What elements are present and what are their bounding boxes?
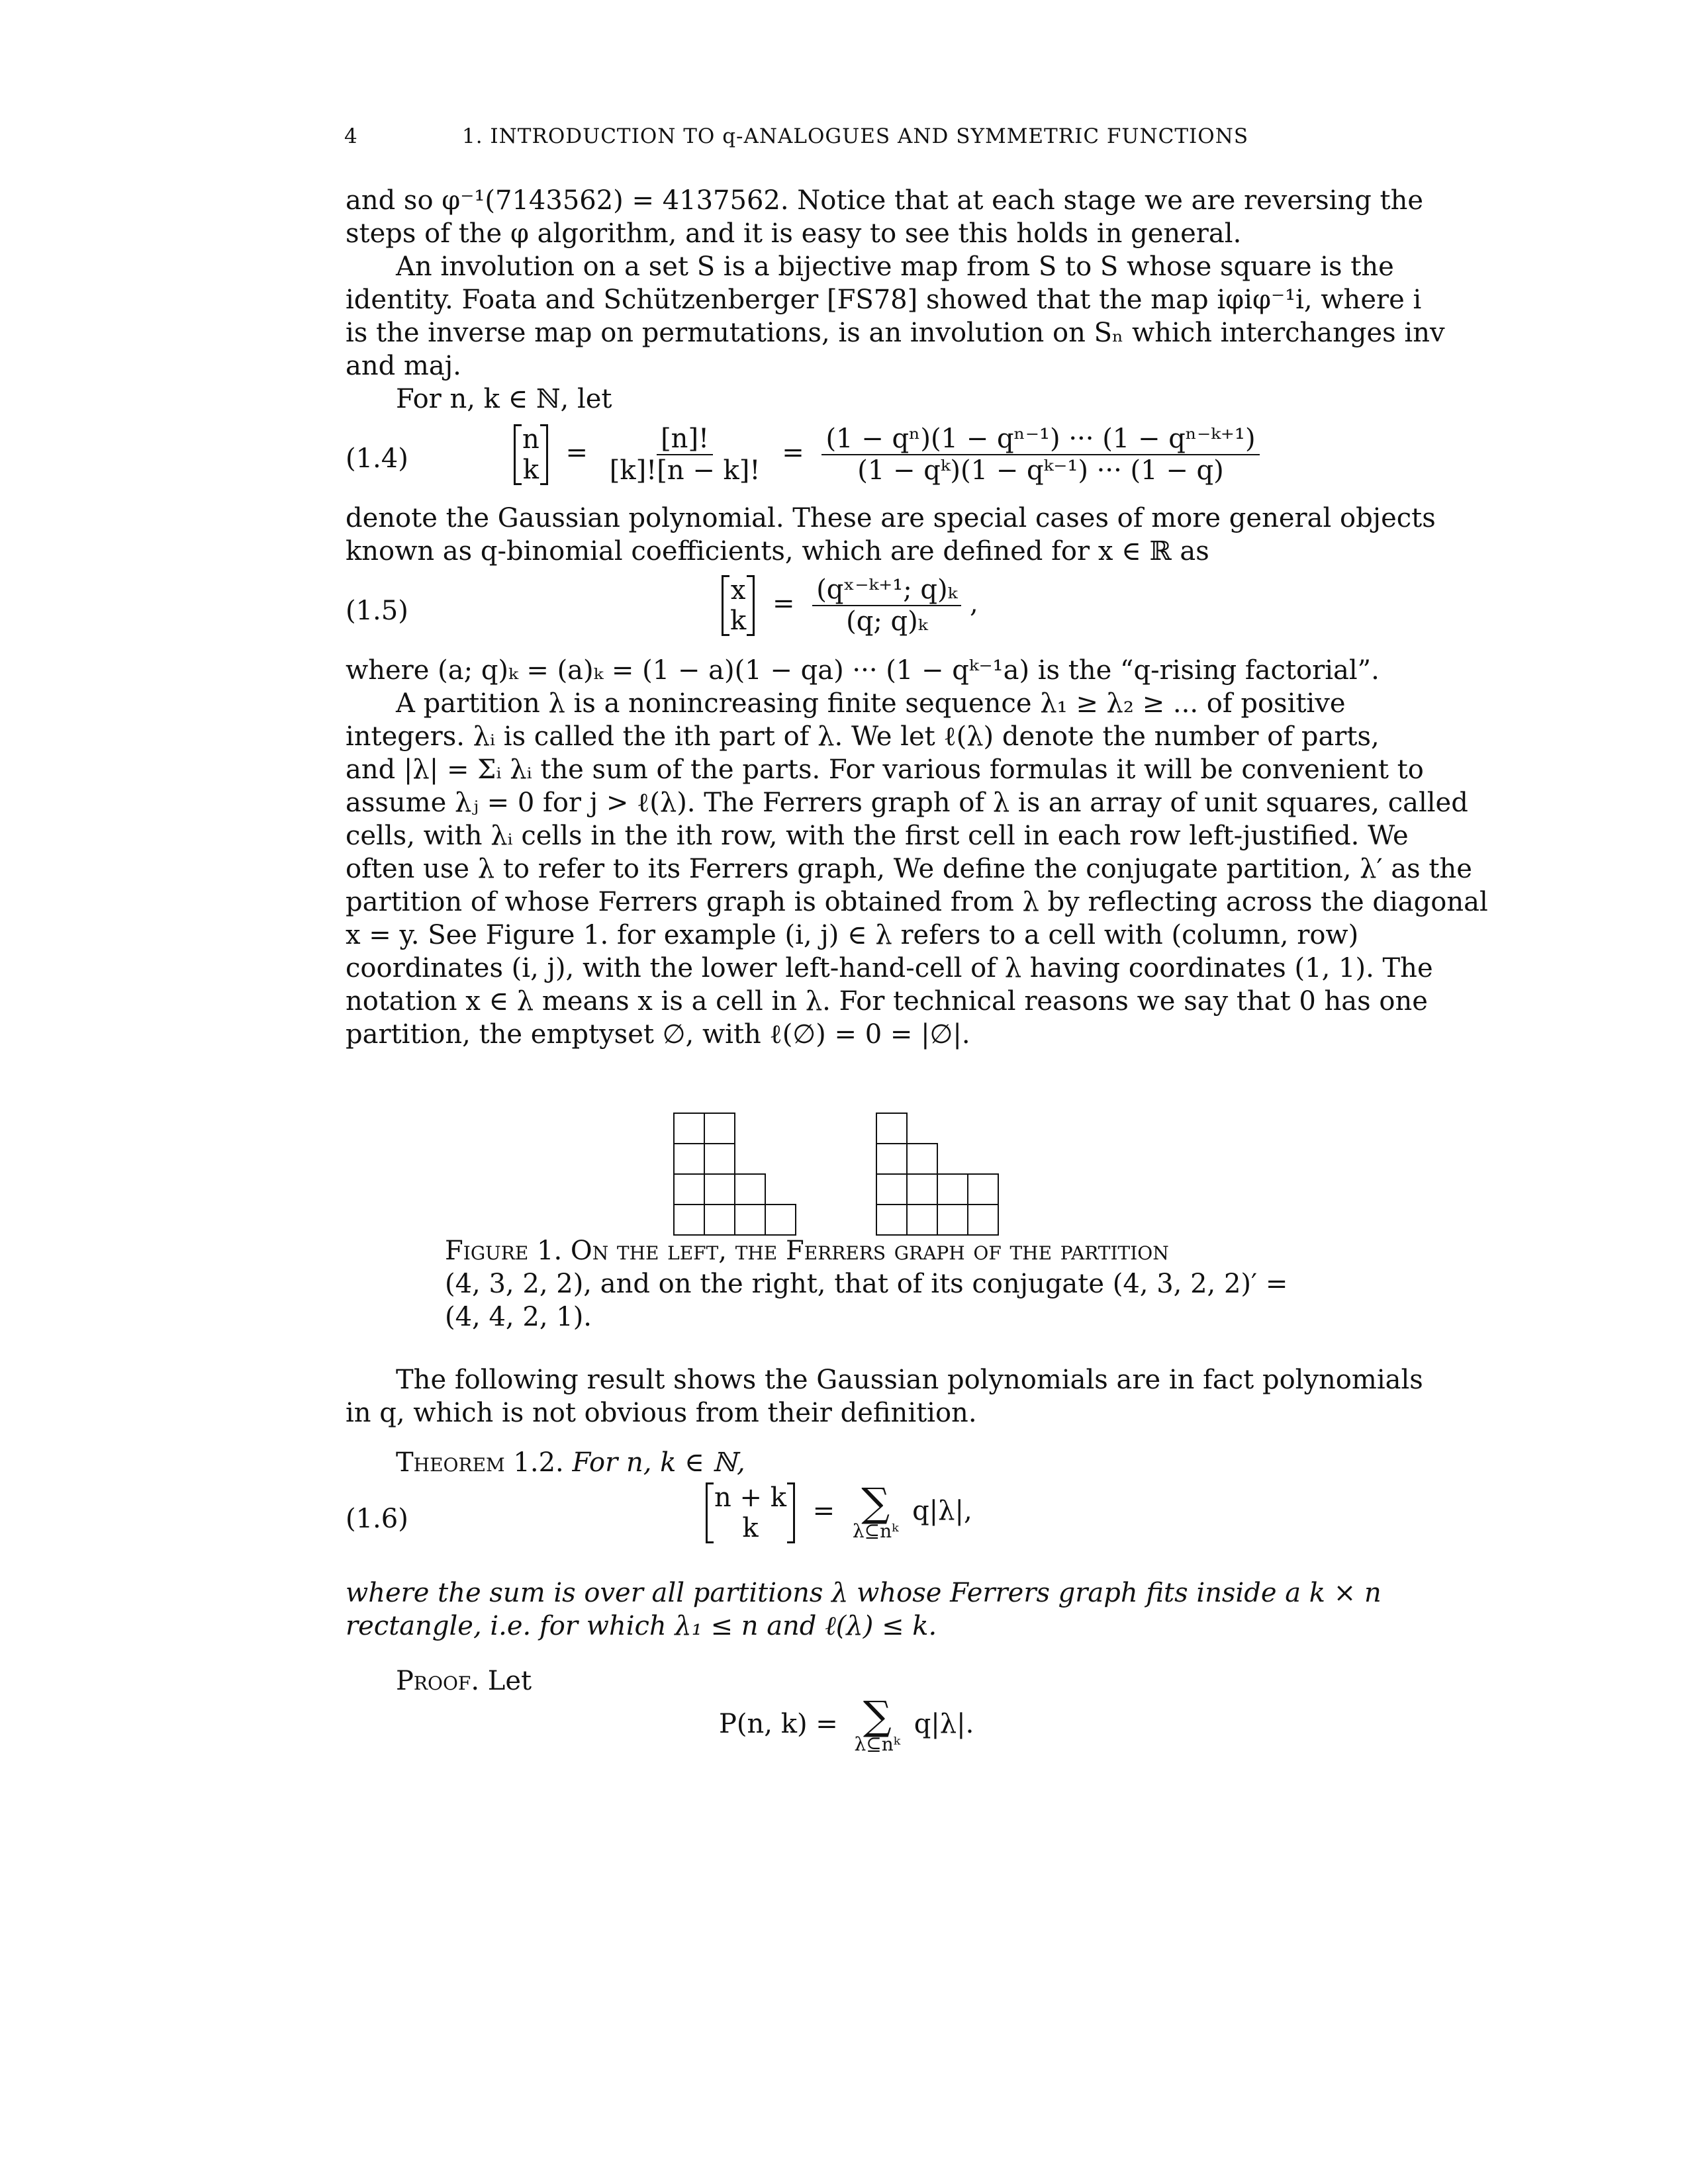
text-line: often use λ to refer to its Ferrers graph, We define the conjugate partition, λ′ as the xyxy=(346,854,1472,884)
ferrers-cell xyxy=(704,1174,735,1205)
bracket-top: x xyxy=(730,575,746,606)
equation-number: (1.5) xyxy=(346,596,408,626)
ferrers-cell xyxy=(704,1205,735,1235)
text-line: cells, with λᵢ cells in the ith row, with the first cell in each row left-justified. We xyxy=(346,821,1409,851)
sum-subscript: λ⊆nᵏ xyxy=(854,1733,900,1755)
figure-caption-text: Figure 1. On the left, the Ferrers graph of the partition xyxy=(445,1236,1169,1266)
figure-caption-line: (4, 3, 2, 2), and on the right, that of its conjugate (4, 3, 2, 2)′ = xyxy=(445,1269,1288,1299)
ferrers-cell xyxy=(704,1113,735,1144)
ferrers-cell xyxy=(704,1144,735,1174)
fraction xyxy=(821,424,1259,486)
text-line: integers. λᵢ is called the ith part of λ. We let ℓ(λ) denote the number of parts, xyxy=(346,721,1380,752)
ferrers-graph-left xyxy=(673,1112,797,1236)
equals-sign: = xyxy=(782,437,804,468)
proof-label: Proof. xyxy=(396,1666,480,1696)
ferrers-cell xyxy=(968,1174,998,1205)
ferrers-cell xyxy=(735,1205,765,1235)
equals-sign: = xyxy=(772,588,795,619)
text-line: is the inverse map on permutations, is an involution on Sₙ which interchanges inv xyxy=(346,318,1445,348)
equation-number: (1.6) xyxy=(346,1504,408,1534)
text-line: An involution on a set S is a bijective map from S to S whose square is the xyxy=(396,251,1394,282)
running-header xyxy=(0,124,1688,158)
equation-1-5: x k = $\frac{\text{(qˣ⁻ᵏ⁺¹; q)ₖ}}{\text{(q; q)ₖ}}$ , xyxy=(722,574,978,637)
text-line: A partition λ is a nonincreasing finite sequence λ₁ ≥ λ₂ ≥ ... of positive xyxy=(396,688,1346,719)
ferrers-cell xyxy=(876,1144,907,1174)
equation-1-4 xyxy=(514,424,1260,486)
theorem-statement: For n, k ∈ ℕ, xyxy=(572,1447,745,1478)
sigma-symbol: ∑ xyxy=(861,1480,890,1526)
sum-term: q|λ|. xyxy=(914,1709,974,1739)
ferrers-cell xyxy=(674,1144,704,1174)
theorem-text: rectangle, i.e. for which λ₁ ≤ n and ℓ(λ) ≤ k. xyxy=(346,1611,937,1641)
fraction xyxy=(606,424,765,486)
equation-lhs: P(n, k) = xyxy=(719,1709,838,1739)
gaussian-bracket xyxy=(706,1482,795,1543)
sum-term: q|λ|, xyxy=(912,1496,972,1526)
theorem-heading xyxy=(396,1446,745,1479)
proof-heading xyxy=(396,1664,532,1698)
text-line: assume λⱼ = 0 for j > ℓ(λ). The Ferrers graph of λ is an array of unit squares, called xyxy=(346,788,1468,818)
ferrers-graph-right xyxy=(875,1112,1000,1236)
theorem-text: where the sum is over all partitions λ whose Ferrers graph fits inside a k × n xyxy=(346,1578,1382,1608)
proof-text: Let xyxy=(487,1666,532,1696)
denominator: (q; q)ₖ xyxy=(846,606,928,637)
ferrers-cell xyxy=(907,1174,937,1205)
equation-1-6 xyxy=(706,1482,972,1543)
bracket-bottom: k xyxy=(522,455,539,485)
ferrers-left-svg xyxy=(673,1112,797,1236)
numerator: (qˣ⁻ᵏ⁺¹; q)ₖ xyxy=(812,574,961,606)
text-line: steps of the φ algorithm, and it is easy to see this holds in general. xyxy=(346,218,1242,249)
ferrers-cell xyxy=(937,1205,968,1235)
ferrers-cell xyxy=(937,1174,968,1205)
denominator: (1 − qᵏ)(1 − qᵏ⁻¹) ··· (1 − q) xyxy=(857,455,1224,486)
text-line: partition, the emptyset ∅, with ℓ(∅) = 0 = |∅|. xyxy=(346,1019,970,1050)
text-line: x = y. See Figure 1. for example (i, j) ∈ λ refers to a cell with (column, row) xyxy=(346,920,1359,950)
equals-sign: = xyxy=(565,437,588,468)
ferrers-cell xyxy=(968,1205,998,1235)
ferrers-cell xyxy=(674,1205,704,1235)
text-line: notation x ∈ λ means x is a cell in λ. For technical reasons we say that 0 has one xyxy=(346,986,1428,1017)
gaussian-bracket xyxy=(514,424,548,485)
text-line: coordinates (i, j), with the lower left-hand-cell of λ having coordinates (1, 1). The xyxy=(346,953,1433,983)
text-line: and |λ| = Σᵢ λᵢ the sum of the parts. For various formulas it will be convenient to xyxy=(346,754,1424,785)
fraction xyxy=(812,574,961,637)
figure-caption-line xyxy=(445,1234,1169,1267)
text-line: identity. Foata and Schützenberger [FS78] showed that the map iφiφ⁻¹i, where i xyxy=(346,285,1422,315)
bracket-top: n xyxy=(522,424,539,455)
bracket-bottom: k xyxy=(730,606,747,636)
ferrers-cell xyxy=(876,1174,907,1205)
ferrers-cell xyxy=(674,1113,704,1144)
text-line: partition of whose Ferrers graph is obtained from λ by reflecting across the diagonal xyxy=(346,887,1488,917)
ferrers-cell xyxy=(876,1113,907,1144)
ferrers-right-svg xyxy=(875,1112,1000,1236)
gaussian-bracket xyxy=(722,575,755,636)
denominator: [k]![n − k]! xyxy=(609,455,761,486)
ferrers-cell xyxy=(765,1205,796,1235)
numerator: [n]! xyxy=(657,424,713,455)
sigma-symbol: ∑ xyxy=(863,1693,892,1739)
text-line: For n, k ∈ ℕ, let xyxy=(396,384,612,414)
equation-p-n-k xyxy=(719,1693,974,1755)
text-line: and maj. xyxy=(346,351,461,381)
running-title: 1. INTRODUCTION TO q-ANALOGUES AND SYMMETRIC FUNCTIONS xyxy=(462,124,1249,148)
text-line: The following result shows the Gaussian polynomials are in fact polynomials xyxy=(396,1365,1423,1395)
text-line: denote the Gaussian polynomial. These are special cases of more general objects xyxy=(346,503,1436,533)
text-line xyxy=(346,1610,937,1643)
bracket-bottom: k xyxy=(742,1513,759,1543)
figure-caption-line: (4, 4, 2, 1). xyxy=(445,1302,592,1332)
sum-subscript: λ⊆nᵏ xyxy=(852,1520,899,1542)
summation xyxy=(852,1480,899,1542)
ferrers-cell xyxy=(876,1205,907,1235)
numerator: (1 − qⁿ)(1 − qⁿ⁻¹) ··· (1 − qⁿ⁻ᵏ⁺¹) xyxy=(821,424,1259,455)
page-number: 4 xyxy=(344,124,357,148)
theorem-label: Theorem 1.2. xyxy=(396,1447,564,1478)
ferrers-cell xyxy=(674,1174,704,1205)
ferrers-cell xyxy=(907,1144,937,1174)
text-line: in q, which is not obvious from their definition. xyxy=(346,1398,977,1428)
equation-number: (1.4) xyxy=(346,443,408,474)
text-line: known as q-binomial coefficients, which are defined for x ∈ ℝ as xyxy=(346,536,1209,567)
bracket-top: n + k xyxy=(714,1482,786,1513)
text-line xyxy=(346,1576,1382,1610)
ferrers-cell xyxy=(735,1174,765,1205)
text-line: and so φ⁻¹(7143562) = 4137562. Notice that at each stage we are reversing the xyxy=(346,185,1424,216)
ferrers-cell xyxy=(907,1205,937,1235)
equals-sign: = xyxy=(812,1496,835,1526)
text-line: where (a; q)ₖ = (a)ₖ = (1 − a)(1 − qa) ··· (1 − qᵏ⁻¹a) is the “q-rising factorial”. xyxy=(346,655,1380,686)
summation xyxy=(854,1693,900,1755)
